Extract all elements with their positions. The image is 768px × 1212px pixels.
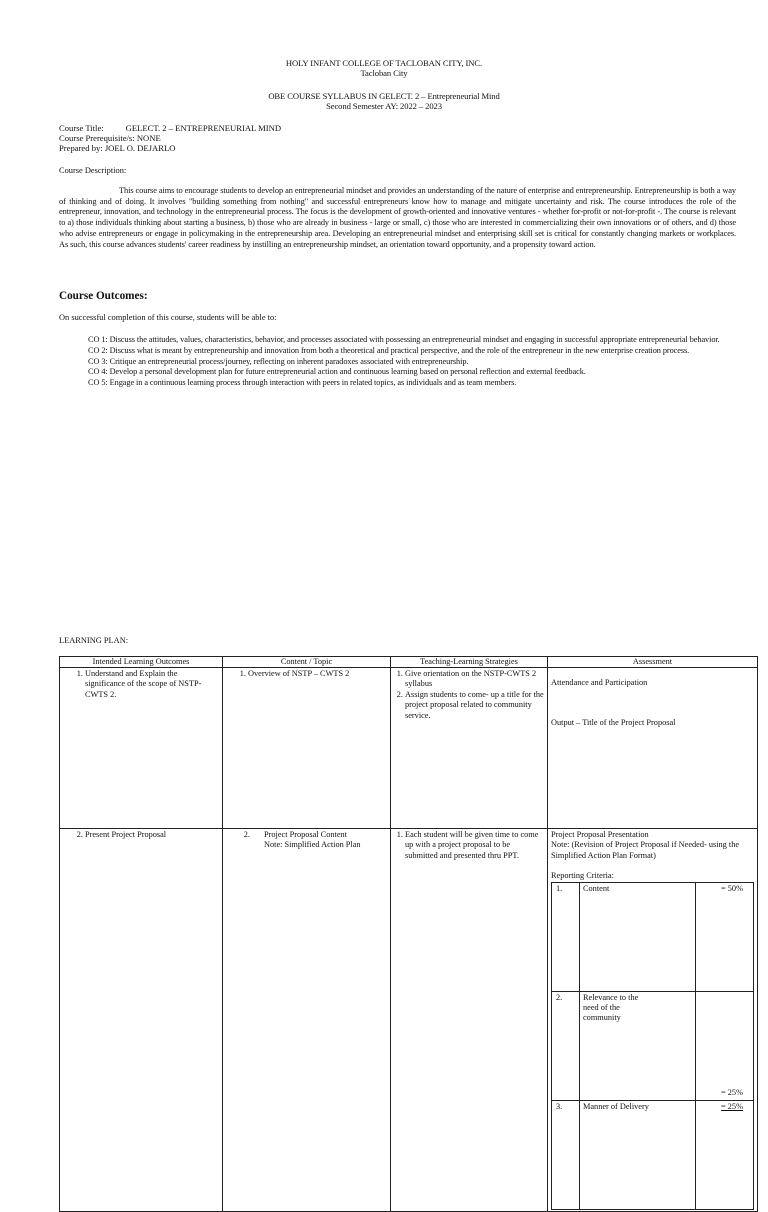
topic-note: Note: Simplified Action Plan [264, 840, 361, 850]
strategy-cell [391, 668, 548, 829]
course-prereq-label: Course Prerequisite/s: [59, 133, 135, 144]
course-outcome-item: CO 3: Critique an entrepreneurial process/journey, reflecting on inherent paradoxes associated with entrepreneurship. [88, 356, 469, 366]
criteria-label: Reporting Criteria: [551, 871, 614, 881]
assessment-item: Output – Title of the Project Proposal [551, 718, 676, 728]
institution-name: HOLY INFANT COLLEGE OF TACLOBAN CITY, INC. [285, 58, 483, 68]
topic-line: Project Proposal Content [264, 830, 347, 839]
course-outcome-item: CO 5: Engage in a continuous learning process through interaction with peers in related topics, as individuals and as team members. [88, 378, 517, 388]
course-title-label: Course Title: [59, 123, 104, 133]
table-header-row [60, 657, 758, 668]
strategy-item: 1. Each student will be given time to come up with a project proposal to be submitted and presented thru PPT. [405, 830, 544, 861]
assessment-title: Project Proposal Presentation [551, 830, 649, 839]
criteria-pct: = 25% [696, 991, 754, 1100]
course-description-label: Course Description: [59, 166, 127, 175]
course-outcome-item: CO 1: Discuss the attitudes, values, characteristics, behavior, and processes associated with possessing an entrepreneurial mindset and engaging in successful appropriate entrepreneurial behavior. [88, 335, 720, 344]
criteria-row: 3. Manner of Delivery = 25% [552, 1100, 754, 1209]
criteria-row: 2. Relevance to the need of the community = 25% [552, 991, 754, 1100]
table-row [60, 668, 758, 829]
ilo-cell [60, 829, 223, 1212]
criteria-row: 1. Content = 50% [552, 882, 754, 991]
ilo-cell [60, 668, 223, 829]
course-prereq-value: NONE [136, 133, 161, 144]
column-header: Assessment [548, 657, 758, 668]
learning-plan-label: LEARNING PLAN: [59, 636, 129, 645]
column-header: Content / Topic [223, 657, 391, 668]
learning-plan-table [59, 656, 758, 1212]
assessment-note: Note: (Revision of Project Proposal if Needed- using the Simplified Action Plan Format) [551, 840, 740, 860]
column-header: Intended Learning Outcomes [60, 657, 223, 668]
strategy-cell [391, 829, 548, 1212]
course-outcome-item: CO 2: Discuss what is meant by entrepreneurship and innovation from both a theoretical and practical perspective, and the role of the entrepreneur in the new enterprise creation process. [88, 345, 690, 355]
topic-cell [223, 829, 391, 1212]
table-row [60, 829, 758, 1212]
topic-item [252, 830, 387, 851]
course-title-value: GELECT. 2 – ENTREPRENEURIAL MIND [125, 123, 282, 133]
course-outcome-item: CO 4: Develop a personal development plan for future entrepreneurial action and continuous learning based on personal reflection and external feedback. [88, 367, 586, 377]
course-title-row [59, 123, 281, 133]
column-header: Teaching-Learning Strategies [391, 657, 548, 668]
criteria-pct: = 50% [696, 882, 754, 991]
criteria-name: Content [580, 882, 696, 991]
assessment-cell [548, 829, 758, 1212]
course-info [59, 123, 281, 154]
syllabus-title: OBE COURSE SYLLABUS IN GELECT. 2 – Entrepreneurial Mind [268, 91, 500, 101]
assessment-item: Attendance and Participation [551, 678, 648, 687]
document-header [0, 58, 768, 78]
criteria-name: Manner of Delivery [580, 1100, 696, 1209]
criteria-pct: = 25% [696, 1100, 754, 1209]
strategy-item: 2. Assign students to come- up a title for the project proposal related to community service. [405, 690, 544, 721]
semester-line: Second Semester AY: 2022 – 2023 [326, 101, 442, 111]
course-outcomes-list [88, 335, 738, 389]
strategy-item: 1. Give orientation on the NSTP-CWTS 2 syllabus [405, 669, 544, 690]
ilo-item: 1. Understand and Explain the significance of the scope of NSTP-CWTS 2. [85, 669, 219, 700]
prepared-by-value: JOEL O. DEJARLO [104, 143, 176, 154]
prepared-by-row [59, 143, 281, 153]
prepared-by-label: Prepared by: [59, 143, 103, 154]
course-outcomes-title: Course Outcomes: [59, 290, 148, 302]
course-outcomes-intro: On successful completion of this course, students will be able to: [59, 313, 277, 322]
criteria-list [551, 882, 754, 1210]
topic-cell [223, 668, 391, 829]
ilo-item: 2. Present Project Proposal [85, 830, 219, 840]
topic-item: 1. Overview of NSTP – CWTS 2 [248, 669, 387, 679]
course-description-text: This course aims to encourage students to develop an entrepreneurial mindset and provides an understanding of the nature of enterprise and entrepreneurship. Entrepreneurship is both a way of thinking and of doing. It involves "building something from nothing" and successful entrepreneurs know how to manage and mitigate uncertainty and risk. The course introduces the role of the entrepreneur, innovation, and technology in the entrepreneurial process. The focus is the development of growth-oriented and innovative ventures - whether for-profit or not-for-profit -. The course is relevant to a) those individuals thinking about starting a business, b) those who are already in business - large or small, c) those who are interested in commercializing their own innovations or of others, and d) those who advise entrepreneurs or engage in policymaking in the entrepreneurship area. Developing an entrepreneurial mindset and enterprising skill set is critical for constantly changing markets or workplaces. As such, this course advances students' career readiness by instilling an entrepreneurship mindset, an orientation toward opportunity, and a propensity toward action. [59, 186, 736, 249]
assessment-cell [548, 668, 758, 829]
syllabus-heading [0, 91, 768, 111]
criteria-name: Relevance to the need of the community [580, 991, 696, 1100]
institution-city: Tacloban City [360, 68, 408, 78]
course-prereq-row [59, 133, 281, 143]
